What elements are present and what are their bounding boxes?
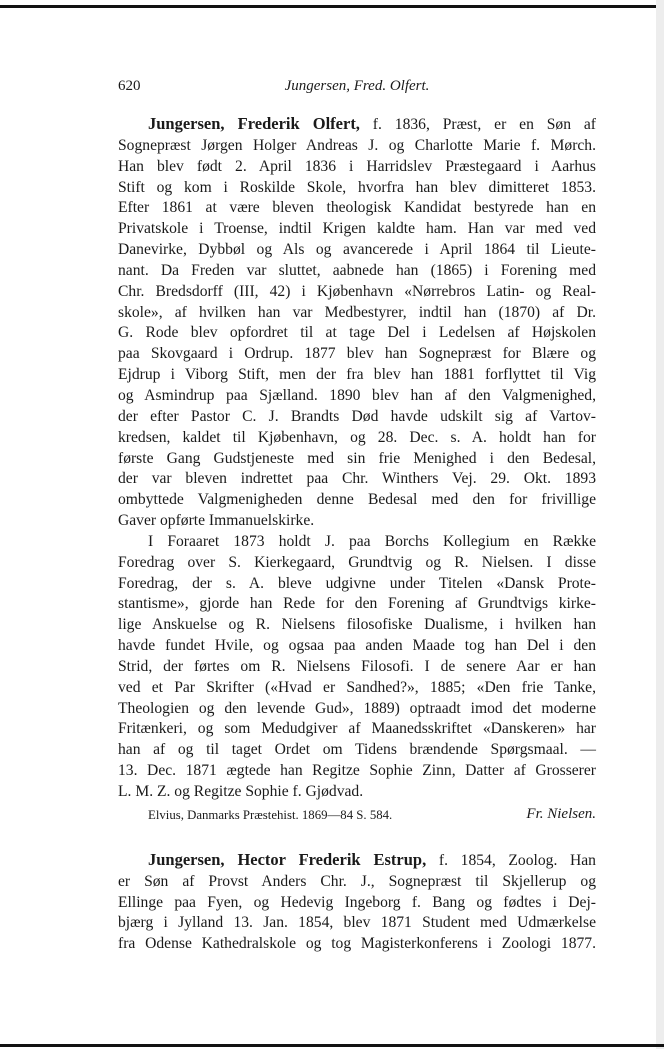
page-number: 620	[118, 78, 141, 94]
text-line: bjærg i Jylland 13. Jan. 1854, blev 1871 Student med Udmærkelse	[118, 914, 596, 932]
text-line: lige Anskuelse og R. Nielsens filosofiske Dualisme, i hvilken han	[118, 616, 596, 634]
text-line: Privatskole i Troense, indtil Krigen kaldte ham. Han var med ved	[118, 220, 596, 238]
entry-2-headword: Jungersen, Hector Frederik Estrup,	[148, 849, 427, 869]
entry-1-paragraph-2	[118, 532, 596, 803]
text-line: Theologien og den levende Gud», 1889) optraadt imod det moderne	[118, 699, 596, 717]
entry-1-source-row	[118, 804, 596, 825]
page-header	[118, 78, 596, 100]
text-line: paa Skovgaard i Ordrup. 1877 blev han Sognepræst for Blære og	[118, 345, 596, 363]
entry-1-first-line: Jungersen, Frederik Olfert, f. 1836, Præst, er en Søn af	[148, 114, 596, 133]
text-line: og Asmindrup paa Sjælland. 1890 blev han af den Valgmenighed,	[118, 386, 596, 404]
text-line: der efter Pastor C. J. Brandts Død havde udskilt sig af Vartov-	[118, 407, 596, 425]
text-line: fra Odense Kathedralskole og tog Magisterkonferens i Zoologi 1877.	[118, 935, 596, 953]
entry-1-citation: Elvius, Danmarks Præstehist. 1869—84 S. 584.	[148, 807, 393, 822]
text-line: Efter 1861 at være bleven theologisk Kandidat bestyrede han en	[118, 199, 596, 217]
text-line: Han blev født 2. April 1836 i Harridslev Præstegaard i Aarhus	[118, 157, 596, 175]
page-top-edge	[0, 5, 664, 8]
text-line: Stift og kom i Roskilde Skole, hvorfra han blev dimitteret 1853.	[118, 178, 596, 196]
text-line: Strid, der førtes om R. Nielsens Filosofi. I de senere Aar er han	[118, 657, 596, 675]
text-line: første Gang Gudstjeneste med sin frie Menighed i den Bedesal,	[118, 449, 596, 467]
text-line: kredsen, kaldet til Kjøbenhavn, og 28. Dec. s. A. holdt han for	[118, 428, 596, 446]
page-bottom-edge	[0, 1044, 664, 1047]
text-line: er Søn af Provst Anders Chr. J., Sognepræst til Skjellerup og	[118, 872, 596, 890]
text-line: nant. Da Freden var sluttet, aabnede han (1865) i Forening med	[118, 261, 596, 279]
text-line: Fritænkeri, og som Medudgiver af Maanedsskriftet «Danskeren» har	[118, 720, 596, 738]
text-line: stantisme», gjorde han Rede for den Forening af Grundtvigs kirke-	[118, 595, 596, 613]
page-right-edge	[656, 0, 664, 1049]
text-line: ved et Par Skrifter («Hvad er Sandhed?», 1885; «Den frie Tanke,	[118, 678, 596, 696]
text-line: Foredrag over S. Kierkegaard, Grundtvig og R. Nielsen. I disse	[118, 553, 596, 571]
entry-2-first-line: Jungersen, Hector Frederik Estrup, f. 1854, Zoolog. Han	[148, 849, 596, 869]
entry-1-headword: Jungersen, Frederik Olfert,	[148, 114, 360, 133]
text-line: Sognepræst Jørgen Holger Andreas J. og Charlotte Marie f. Mørch.	[118, 136, 596, 154]
entry-separator	[118, 825, 596, 850]
text-line: Foredrag, der s. A. bleve udgivne under Titelen «Dansk Prote-	[118, 574, 596, 592]
entry-2-paragraph-1	[118, 850, 596, 955]
text-line: der var bleven indrettet paa Chr. Winthers Vej. 29. Okt. 1893	[118, 470, 596, 488]
text-line: Danevirke, Dybbøl og Als og avancerede i April 1864 til Lieute-	[118, 241, 596, 259]
entry-1-paragraph-1	[118, 114, 596, 532]
text-line: I Foraaret 1873 holdt J. paa Borchs Kollegium en Række	[148, 532, 596, 550]
text-line: 13. Dec. 1871 ægtede han Regitze Sophie Zinn, Datter af Grosserer	[118, 762, 596, 780]
text-line: Gaver opførte Immanuelskirke.	[118, 512, 315, 530]
running-head: Jungersen, Fred. Olfert.	[284, 78, 430, 94]
text-line: ombyttede Valgmenigheden denne Bedesal med den for frivillige	[118, 491, 596, 509]
page-content	[118, 114, 596, 955]
text-line: L. M. Z. og Regitze Sophie f. Gjødvad.	[118, 783, 364, 800]
text-line: G. Rode blev opfordret til at tage Del i Ledelsen af Højskolen	[118, 324, 596, 342]
entry-1-author-signature: Fr. Nielsen.	[526, 805, 596, 822]
text-line: skole», af hvilken han var Medbestyrer, indtil han (1870) af Dr.	[118, 303, 596, 321]
text-line: Ejdrup i Viborg Stift, men der fra blev han 1881 forflyttet til Vig	[118, 366, 596, 384]
text-line: havde fundet Hvile, og ogsaa paa anden Maade tog han Del i den	[118, 637, 596, 655]
text-line: Chr. Bredsdorff (III, 42) i Kjøbenhavn «Nørrebros Latin- og Real-	[118, 282, 596, 300]
text-line: han af og til taget Ordet om Tidens brændende Spørgsmaal. —	[118, 741, 596, 759]
text-line: Ellinge paa Fyen, og Hedevig Ingeborg f. Bang og fødtes i Dej-	[118, 893, 596, 911]
